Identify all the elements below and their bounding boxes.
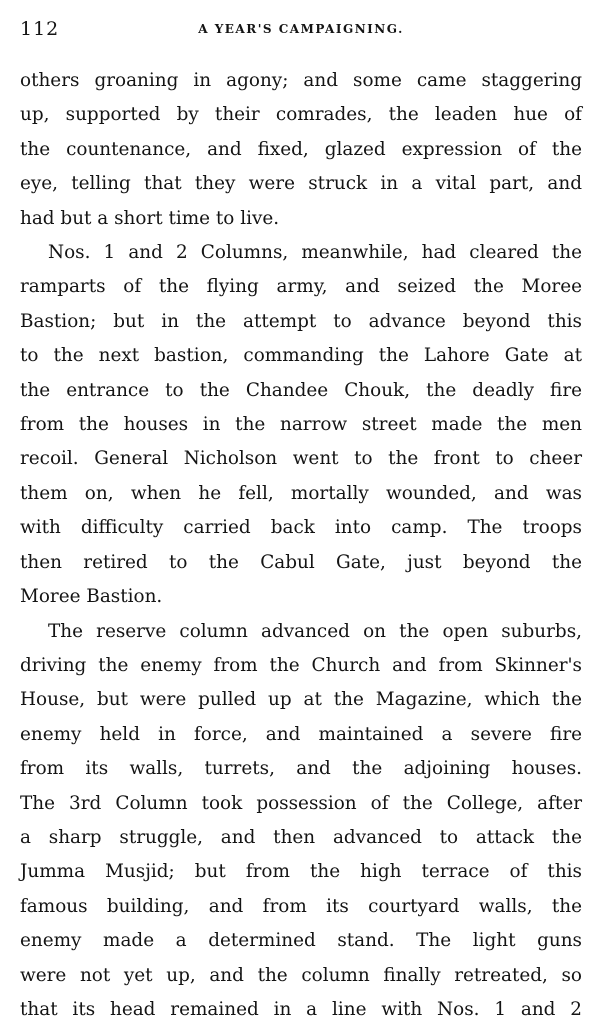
text-line: had but a short time to live. xyxy=(20,202,582,236)
text-line: the entrance to the Chandee Chouk, the deadly fire xyxy=(20,374,582,408)
page-number: 112 xyxy=(20,18,59,40)
text-line: ramparts of the flying army, and seized the Moree xyxy=(20,270,582,304)
text-line: Moree Bastion. xyxy=(20,580,582,614)
text-line: eye, telling that they were struck in a vital part, and xyxy=(20,167,582,201)
text-line: famous building, and from its courtyard walls, the xyxy=(20,890,582,924)
text-line: enemy held in force, and maintained a severe fire xyxy=(20,718,582,752)
text-line: the countenance, and fixed, glazed expression of the xyxy=(20,133,582,167)
text-line: Bastion; but in the attempt to advance beyond this xyxy=(20,305,582,339)
book-page xyxy=(20,18,582,1008)
paragraph xyxy=(20,236,582,614)
text-line: others groaning in agony; and some came staggering xyxy=(20,64,582,98)
text-line: up, supported by their comrades, the leaden hue of xyxy=(20,98,582,132)
text-line: then retired to the Cabul Gate, just beyond the xyxy=(20,546,582,580)
text-line: Nos. 1 and 2 Columns, meanwhile, had cleared the xyxy=(20,236,582,270)
text-line: Jumma Musjid; but from the high terrace of this xyxy=(20,855,582,889)
text-line: with difficulty carried back into camp. The troops xyxy=(20,511,582,545)
text-line: enemy made a determined stand. The light guns xyxy=(20,924,582,958)
text-line: that its head remained in a line with Nos. 1 and 2 xyxy=(20,993,582,1027)
text-line: recoil. General Nicholson went to the front to cheer xyxy=(20,442,582,476)
text-line: to the next bastion, commanding the Lahore Gate at xyxy=(20,339,582,373)
text-line: from the houses in the narrow street made the men xyxy=(20,408,582,442)
text-line: were not yet up, and the column finally retreated, so xyxy=(20,959,582,993)
text-line: House, but were pulled up at the Magazine, which the xyxy=(20,683,582,717)
page-header xyxy=(20,18,582,48)
running-title: A YEAR'S CAMPAIGNING. xyxy=(20,22,582,36)
text-line: them on, when he fell, mortally wounded, and was xyxy=(20,477,582,511)
text-line: driving the enemy from the Church and from Skinner's xyxy=(20,649,582,683)
text-line: The 3rd Column took possession of the College, after xyxy=(20,787,582,821)
text-line: from its walls, turrets, and the adjoining houses. xyxy=(20,752,582,786)
page-body xyxy=(20,64,582,1027)
paragraph xyxy=(20,64,582,236)
paragraph xyxy=(20,615,582,1027)
text-line: a sharp struggle, and then advanced to attack the xyxy=(20,821,582,855)
text-line: The reserve column advanced on the open suburbs, xyxy=(20,615,582,649)
